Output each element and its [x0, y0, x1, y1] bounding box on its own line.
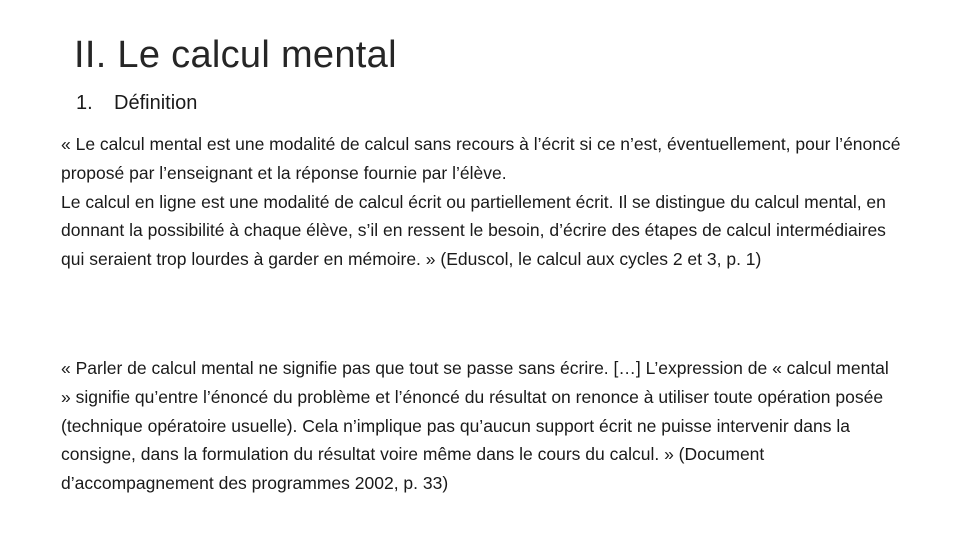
section-heading [76, 92, 197, 115]
quote-eduscol [61, 130, 901, 274]
slide-title: II. Le calcul mental [74, 34, 397, 76]
section-number: 1. [76, 92, 93, 114]
quote-paragraph: Le calcul en ligne est une modalité de calcul écrit ou partiellement écrit. Il se distingue du calcul mental, en donnant la possibilité à chaque élève, s’il en ressent le besoin, d’écrire des étapes de calcul intermédiaires qui seraient trop lourdes à garder en mémoire. » (Eduscol, le calcul aux cycles 2 et 3, p. 1) [61, 191, 886, 270]
quote-paragraph: « Parler de calcul mental ne signifie pas que tout se passe sans écrire. […] L’expression de « calcul mental » signifie qu’entre l’énoncé du problème et l’énoncé du résultat on renonce à utiliser toute opération posée (technique opératoire usuelle). Cela n’implique pas qu’aucun support écrit ne puisse intervenir dans la consigne, dans la formulation du résultat voire même dans le cours du calcul. » (Document d’accompagnement des programmes 2002, p. 33) [61, 358, 889, 494]
section-label: Définition [114, 92, 198, 114]
quote-document-accompagnement [61, 354, 901, 498]
quote-paragraph: « Le calcul mental est une modalité de calcul sans recours à l’écrit si ce n’est, éventuellement, pour l’énoncé proposé par l’enseignant et la réponse fournie par l’élève. [61, 134, 901, 183]
